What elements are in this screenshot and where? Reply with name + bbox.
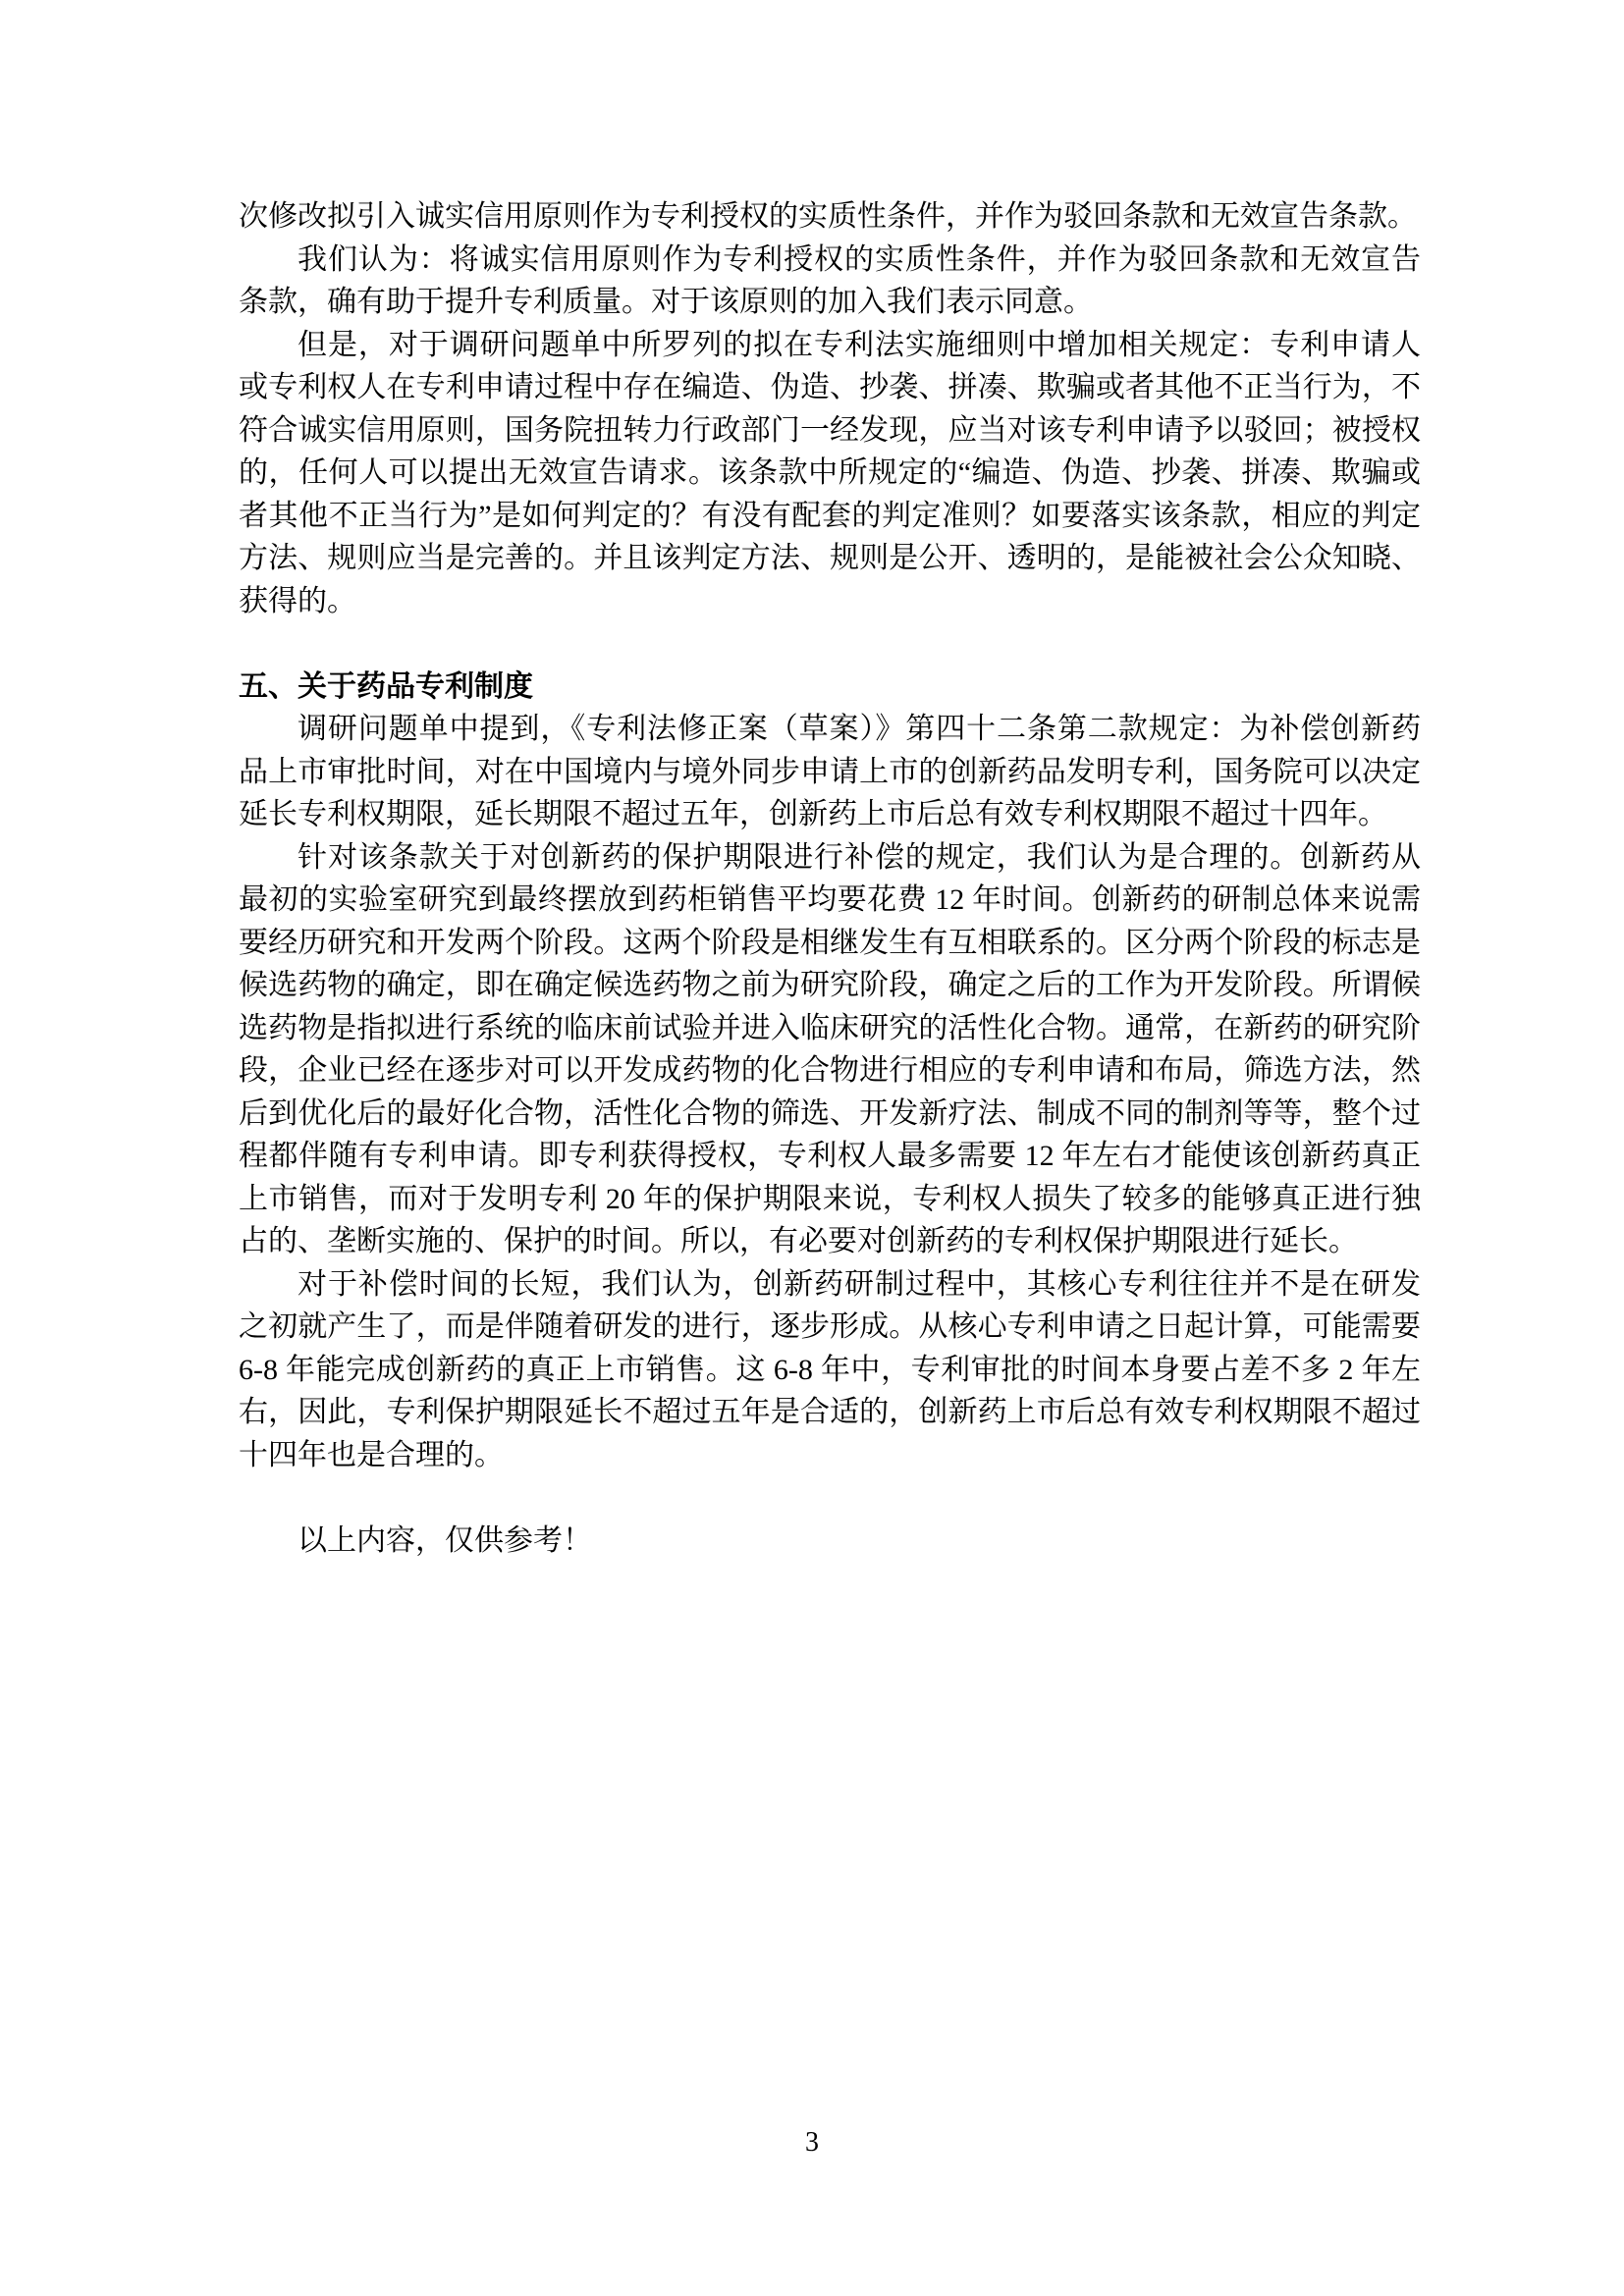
paragraph-line: 6-8 年能完成创新药的真正上市销售。这 6-8 年中，专利审批的时间本身要占差不多 2 年左 (239, 1353, 1421, 1386)
paragraph-line: 十四年也是合理的。 (239, 1438, 504, 1471)
paragraph-line: 品上市审批时间，对在中国境内与境外同步申请上市的创新药品发明专利，国务院可以决定 (239, 755, 1421, 788)
document-body (239, 195, 1421, 1562)
paragraph-line: 上市销售，而对于发明专利 20 年的保护期限来说，专利权人损失了较多的能够真正进行独 (239, 1182, 1421, 1215)
paragraph (239, 1263, 1421, 1477)
paragraph-line: 对于补偿时间的长短，我们认为，创新药研制过程中，其核心专利往往并不是在研发 (298, 1267, 1421, 1301)
paragraph (239, 836, 1421, 1263)
paragraph-line: 最初的实验室研究到最终摆放到药柜销售平均要花费 12 年时间。创新药的研制总体来说需 (239, 883, 1421, 916)
paragraph-line: 调研问题单中提到，《专利法修正案（草案）》第四十二条第二款规定：为补偿创新药 (298, 713, 1421, 745)
paragraph-line: 的，任何人可以提出无效宣告请求。该条款中所规定的“编造、伪造、抄袭、拼凑、欺骗或 (239, 456, 1421, 489)
paragraph (239, 195, 1421, 239)
paragraph-line: 我们认为：将诚实信用原则作为专利授权的实质性条件，并作为驳回条款和无效宣告 (298, 242, 1421, 276)
paragraph-line: 延长专利权期限，延长期限不超过五年，创新药上市后总有效专利权期限不超过十四年。 (239, 798, 1387, 830)
paragraph-line: 以上内容，仅供参考！ (298, 1523, 592, 1557)
paragraph-line: 右，因此，专利保护期限延长不超过五年是合适的，创新药上市后总有效专利权期限不超过 (239, 1396, 1421, 1428)
paragraph-line: 后到优化后的最好化合物，活性化合物的筛选、开发新疗法、制成不同的制剂等等，整个过 (239, 1096, 1421, 1130)
paragraph-line: 符合诚实信用原则，国务院扭转力行政部门一经发现，应当对该专利申请予以驳回；被授权 (239, 413, 1421, 447)
paragraph (239, 239, 1421, 324)
paragraph-line: 候选药物的确定，即在确定候选药物之前为研究阶段，确定之后的工作为开发阶段。所谓候 (239, 969, 1421, 1001)
paragraph-line: 段，企业已经在逐步对可以开发成药物的化合物进行相应的专利申请和布局，筛选方法，然 (239, 1054, 1421, 1087)
paragraph (239, 1520, 1421, 1563)
paragraph-line: 程都伴随有专利申请。即专利获得授权，专利权人最多需要 12 年左右才能使该创新药真正 (239, 1140, 1421, 1172)
paragraph-line: 要经历研究和开发两个阶段。这两个阶段是相继发生有互相联系的。区分两个阶段的标志是 (239, 926, 1421, 959)
paragraph-line: 条款，确有助于提升专利质量。对于该原则的加入我们表示同意。 (239, 286, 1093, 318)
paragraph-line: 之初就产生了，而是伴随着研发的进行，逐步形成。从核心专利申请之日起计算，可能需要 (239, 1310, 1421, 1343)
page-number: 3 (805, 2127, 819, 2158)
section-heading: 五、关于药品专利制度 (239, 669, 533, 703)
paragraph-line: 选药物是指拟进行系统的临床前试验并进入临床研究的活性化合物。通常，在新药的研究阶 (239, 1011, 1421, 1044)
paragraph-line: 方法、规则应当是完善的。并且该判定方法、规则是公开、透明的，是能被社会公众知晓、 (239, 542, 1421, 574)
paragraph-line: 次修改拟引入诚实信用原则作为专利授权的实质性条件，并作为驳回条款和无效宣告条款。 (239, 200, 1417, 233)
paragraph-line: 但是，对于调研问题单中所罗列的拟在专利法实施细则中增加相关规定：专利申请人 (298, 328, 1421, 361)
paragraph (239, 708, 1421, 836)
paragraph-line: 获得的。 (239, 584, 356, 617)
paragraph-line: 针对该条款关于对创新药的保护期限进行补偿的规定，我们认为是合理的。创新药从 (298, 840, 1421, 874)
paragraph-line: 占的、垄断实施的、保护的时间。所以，有必要对创新药的专利权保护期限进行延长。 (239, 1225, 1358, 1257)
paragraph-line: 者其他不正当行为”是如何判定的？有没有配套的判定准则？如要落实该条款，相应的判定 (239, 499, 1421, 532)
paragraph (239, 324, 1421, 623)
paragraph-line: 或专利权人在专利申请过程中存在编造、伪造、抄袭、拼凑、欺骗或者其他不正当行为，不 (239, 371, 1421, 403)
